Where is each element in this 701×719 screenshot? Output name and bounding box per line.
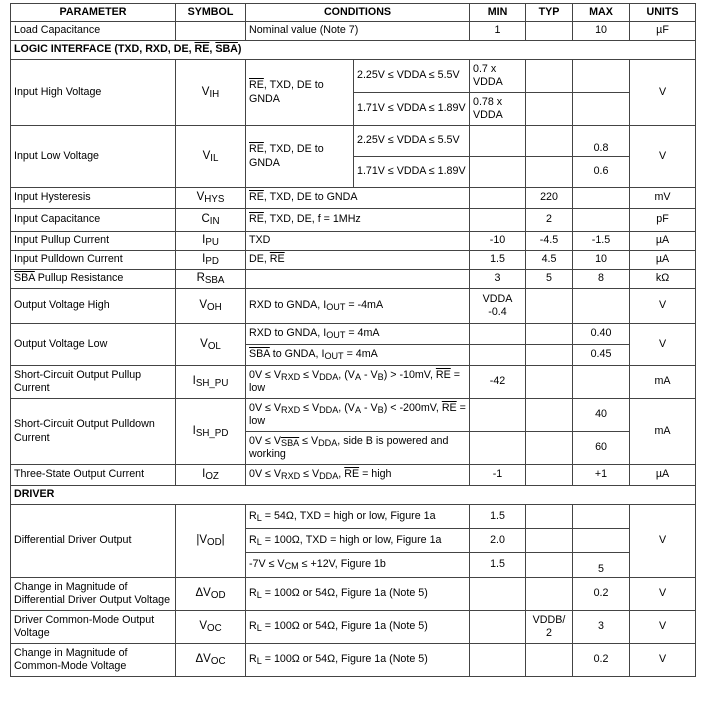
param-cell: Short-Circuit Output Pullup Current (11, 366, 176, 399)
param-cell: Output Voltage High (11, 289, 176, 324)
units-cell: mA (630, 399, 696, 465)
param-cell: Three-State Output Current (11, 465, 176, 486)
symbol-cell: $V_{IL}$ (176, 126, 246, 188)
condition-cell: RXD to GNDA, IOUT = 4mA (246, 324, 470, 345)
max-cell: 3 (573, 611, 630, 644)
min-cell: 1.5 (470, 553, 526, 578)
max-cell: 0.2 (573, 578, 630, 611)
max-cell: 8 (573, 270, 630, 289)
max-cell: +1 (573, 465, 630, 486)
condition-cell: 0V ≤ VRXD ≤ VDDA, $\overline{RE}$ = high (246, 465, 470, 486)
param-cell: Change in Magnitude of Common-Mode Voltage (11, 644, 176, 677)
min-cell (470, 578, 526, 611)
min-cell (470, 324, 526, 345)
max-cell (573, 188, 630, 209)
condition-cell: DE, $\overline{RE}$ (246, 251, 470, 270)
section-title: LOGIC INTERFACE (TXD, RXD, DE, $\overline{RE}$, $\overline{SBA}$) (11, 41, 696, 60)
min-cell: VDDA -0.4 (470, 289, 526, 324)
min-cell (470, 432, 526, 465)
condition-cell: 0V ≤ VRXD ≤ VDDA, (VA - VB) < -200mV, $\overline{RE}$ = low (246, 399, 470, 432)
condition-cell: $\overline{RE}$, TXD, DE, f = 1MHz (246, 209, 470, 232)
row-input-low-voltage (11, 126, 696, 157)
typ-cell (526, 644, 573, 677)
sub-condition-cell: 1.71V ≤ VDDA ≤ 1.89V (354, 93, 470, 126)
units-cell: V (630, 126, 696, 188)
max-cell (573, 93, 630, 126)
typ-cell (526, 366, 573, 399)
typ-cell: -4.5 (526, 232, 573, 251)
min-cell (470, 126, 526, 157)
max-cell: 0.6 (573, 157, 630, 188)
min-cell (470, 399, 526, 432)
typ-cell (526, 60, 573, 93)
symbol-cell: $I_{SH\_PU}$ (176, 366, 246, 399)
col-header-max: MAX (573, 4, 630, 22)
param-cell: Input Pullup Current (11, 232, 176, 251)
units-cell: µA (630, 465, 696, 486)
param-cell: $\overline{SBA}$ Pullup Resistance (11, 270, 176, 289)
condition-cell: Nominal value (Note 7) (246, 22, 470, 41)
symbol-cell: $I_{OZ}$ (176, 465, 246, 486)
min-cell (470, 157, 526, 188)
symbol-cell: $V_{OL}$ (176, 324, 246, 366)
min-cell (470, 209, 526, 232)
typ-cell (526, 289, 573, 324)
units-cell: µA (630, 251, 696, 270)
section-driver (11, 486, 696, 505)
max-cell: 40 (573, 399, 630, 432)
condition-cell: RL = 100Ω or 54Ω, Figure 1a (Note 5) (246, 611, 470, 644)
typ-cell (526, 22, 573, 41)
typ-cell (526, 465, 573, 486)
typ-cell (526, 553, 573, 578)
sub-condition-cell: 2.25V ≤ VDDA ≤ 5.5V (354, 126, 470, 157)
row-input-pulldown-current (11, 251, 696, 270)
col-header-units: UNITS (630, 4, 696, 22)
condition-cell: RL = 100Ω, TXD = high or low, Figure 1a (246, 529, 470, 553)
typ-cell (526, 126, 573, 157)
units-cell: V (630, 578, 696, 611)
min-cell: -42 (470, 366, 526, 399)
condition-cell: $\overline{RE}$, TXD, DE to GNDA (246, 60, 354, 126)
param-cell: Differential Driver Output (11, 505, 176, 578)
typ-cell: 2 (526, 209, 573, 232)
symbol-cell: $I_{SH\_PD}$ (176, 399, 246, 465)
param-cell: Input High Voltage (11, 60, 176, 126)
row-delta-vod (11, 578, 696, 611)
max-cell (573, 289, 630, 324)
row-delta-voc (11, 644, 696, 677)
col-header-conditions: CONDITIONS (246, 4, 470, 22)
symbol-cell: $V_{OH}$ (176, 289, 246, 324)
row-vod (11, 505, 696, 529)
typ-cell (526, 529, 573, 553)
col-header-typ: TYP (526, 4, 573, 22)
typ-cell (526, 324, 573, 345)
units-cell: µF (630, 22, 696, 41)
row-input-capacitance (11, 209, 696, 232)
col-header-min: MIN (470, 4, 526, 22)
max-cell: 60 (573, 432, 630, 465)
min-cell: -10 (470, 232, 526, 251)
condition-cell: $0V \le V\overline{SBA}$ ≤ VDDA, side B is powered and working (246, 432, 470, 465)
row-three-state-output (11, 465, 696, 486)
col-header-symbol: SYMBOL (176, 4, 246, 22)
row-output-voltage-low (11, 324, 696, 345)
param-cell: Driver Common-Mode Output Voltage (11, 611, 176, 644)
param-cell: Output Voltage Low (11, 324, 176, 366)
max-cell: 0.45 (573, 345, 630, 366)
min-cell: 3 (470, 270, 526, 289)
condition-cell: $\overline{SBA}$ to GNDA, IOUT = 4mA (246, 345, 470, 366)
section-title: DRIVER (11, 486, 696, 505)
units-cell: V (630, 289, 696, 324)
typ-cell (526, 345, 573, 366)
row-input-pullup-current (11, 232, 696, 251)
symbol-cell: $V_{IH}$ (176, 60, 246, 126)
units-cell: mA (630, 366, 696, 399)
sub-condition-cell: 2.25V ≤ VDDA ≤ 5.5V (354, 60, 470, 93)
max-cell: 0.2 (573, 644, 630, 677)
typ-cell: 220 (526, 188, 573, 209)
max-cell: 10 (573, 22, 630, 41)
max-cell: 5 (573, 553, 630, 578)
max-cell (573, 209, 630, 232)
condition-cell (246, 270, 470, 289)
max-cell (573, 60, 630, 93)
min-cell: 0.7 x VDDA (470, 60, 526, 93)
units-cell: V (630, 505, 696, 578)
sub-condition-cell: 1.71V ≤ VDDA ≤ 1.89V (354, 157, 470, 188)
units-cell: mV (630, 188, 696, 209)
typ-cell (526, 93, 573, 126)
min-cell (470, 644, 526, 677)
row-load-capacitance (11, 22, 696, 41)
typ-cell: VDDB/ 2 (526, 611, 573, 644)
max-cell (573, 505, 630, 529)
electrical-characteristics-table (10, 3, 696, 677)
units-cell: V (630, 324, 696, 366)
units-cell: V (630, 60, 696, 126)
typ-cell (526, 157, 573, 188)
symbol-cell: $I_{PU}$ (176, 232, 246, 251)
param-cell: Input Pulldown Current (11, 251, 176, 270)
condition-cell: RL = 100Ω or 54Ω, Figure 1a (Note 5) (246, 644, 470, 677)
param-cell: Input Hysteresis (11, 188, 176, 209)
symbol-cell: $I_{PD}$ (176, 251, 246, 270)
typ-cell (526, 399, 573, 432)
units-cell: kΩ (630, 270, 696, 289)
units-cell: V (630, 644, 696, 677)
row-short-circuit-pulldown (11, 399, 696, 432)
row-short-circuit-pullup (11, 366, 696, 399)
row-sba-pullup-resistance (11, 270, 696, 289)
max-cell: 0.8 (573, 126, 630, 157)
condition-cell: RL = 100Ω or 54Ω, Figure 1a (Note 5) (246, 578, 470, 611)
min-cell: -1 (470, 465, 526, 486)
max-cell (573, 529, 630, 553)
symbol-cell: $R_{SBA}$ (176, 270, 246, 289)
min-cell (470, 611, 526, 644)
max-cell (573, 366, 630, 399)
condition-cell: RXD to GNDA, IOUT = -4mA (246, 289, 470, 324)
min-cell: 0.78 x VDDA (470, 93, 526, 126)
symbol-cell (176, 22, 246, 41)
min-cell: 1.5 (470, 505, 526, 529)
typ-cell (526, 432, 573, 465)
min-cell (470, 345, 526, 366)
param-cell: Load Capacitance (11, 22, 176, 41)
row-input-hysteresis (11, 188, 696, 209)
max-cell: 0.40 (573, 324, 630, 345)
row-output-voltage-high (11, 289, 696, 324)
typ-cell (526, 505, 573, 529)
typ-cell: 5 (526, 270, 573, 289)
condition-cell: RL = 54Ω, TXD = high or low, Figure 1a (246, 505, 470, 529)
col-header-parameter: PARAMETER (11, 4, 176, 22)
typ-cell (526, 578, 573, 611)
symbol-cell: $\Delta V_{OD}$ (176, 578, 246, 611)
symbol-cell: $V_{HYS}$ (176, 188, 246, 209)
units-cell: µA (630, 232, 696, 251)
section-logic-interface (11, 41, 696, 60)
row-input-high-voltage (11, 60, 696, 93)
max-cell: 10 (573, 251, 630, 270)
min-cell: 1.5 (470, 251, 526, 270)
typ-cell: 4.5 (526, 251, 573, 270)
symbol-cell: $V_{OC}$ (176, 611, 246, 644)
symbol-cell: $C_{IN}$ (176, 209, 246, 232)
symbol-cell: $\Delta V_{OC}$ (176, 644, 246, 677)
condition-cell: $\overline{RE}$, TXD, DE to GNDA (246, 126, 354, 188)
param-cell: Input Low Voltage (11, 126, 176, 188)
condition-cell: $\overline{RE}$, TXD, DE to GNDA (246, 188, 470, 209)
param-cell: Change in Magnitude of Differential Driver Output Voltage (11, 578, 176, 611)
min-cell (470, 188, 526, 209)
min-cell: 2.0 (470, 529, 526, 553)
row-voc (11, 611, 696, 644)
param-cell: Input Capacitance (11, 209, 176, 232)
header-row (11, 4, 696, 22)
param-cell: Short-Circuit Output Pulldown Current (11, 399, 176, 465)
condition-cell: TXD (246, 232, 470, 251)
min-cell: 1 (470, 22, 526, 41)
condition-cell: -7V ≤ VCM ≤ +12V, Figure 1b (246, 553, 470, 578)
condition-cell: 0V ≤ VRXD ≤ VDDA, (VA - VB) > -10mV, $\overline{RE}$ = low (246, 366, 470, 399)
max-cell: -1.5 (573, 232, 630, 251)
symbol-cell: $|V_{OD}|$ (176, 505, 246, 578)
units-cell: pF (630, 209, 696, 232)
units-cell: V (630, 611, 696, 644)
